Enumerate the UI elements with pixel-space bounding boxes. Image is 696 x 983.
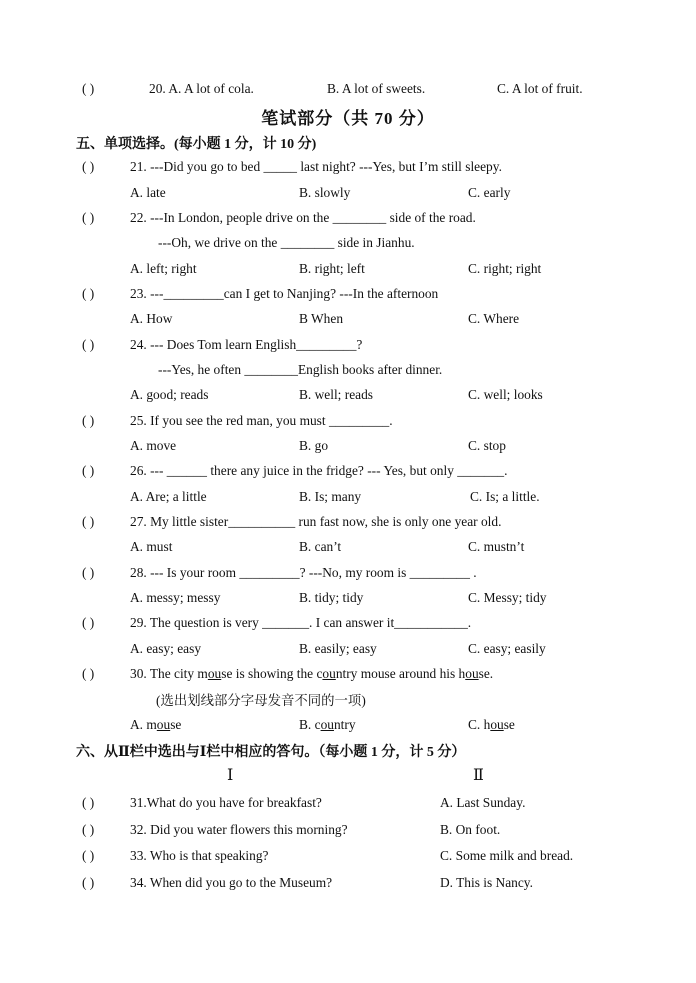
answer-blank: ( ) — [82, 463, 95, 478]
question-28 — [0, 565, 696, 585]
option-a — [130, 717, 181, 733]
text-segment: ntry mouse around his h — [335, 666, 466, 681]
page-title: 笔试部分（共 70 分） — [261, 109, 435, 128]
text-segment: 30. The city m — [130, 666, 208, 681]
option-b: B. go — [299, 438, 329, 453]
option-c: C. right; right — [468, 261, 542, 276]
option-a: A. easy; easy — [130, 641, 202, 656]
answer-option: B. On foot. — [440, 822, 501, 837]
option-c: C. mustn’t — [468, 539, 525, 554]
options-27 — [0, 539, 696, 559]
question-33 — [0, 848, 696, 868]
question-text — [130, 666, 493, 682]
option-c: C. easy; easily — [468, 641, 546, 656]
question-24-line2 — [0, 362, 696, 382]
question-text: 22. ---In London, people drive on the ________ side of the road. — [130, 210, 476, 225]
option-a: A. good; reads — [130, 387, 209, 402]
question-text: 25. If you see the red man, you must _________. — [130, 413, 393, 428]
option-c: C. stop — [468, 438, 506, 453]
question-27 — [0, 514, 696, 534]
answer-blank: ( ) — [82, 822, 95, 837]
answer-blank: ( ) — [82, 565, 95, 580]
section-heading-6: 六、从Ⅱ栏中选出与Ⅰ栏中相应的答句。（每小题 1 分，计 5 分） — [76, 745, 466, 760]
question-text: 20. A. A lot of cola. — [149, 81, 254, 96]
answer-blank: ( ) — [82, 615, 95, 630]
option-c — [468, 717, 515, 733]
option-b: B. can’t — [299, 539, 342, 554]
text-segment: se is showing the c — [221, 666, 323, 681]
answer-blank: ( ) — [82, 795, 95, 810]
underlined-letters: ou — [322, 666, 336, 681]
question-23 — [0, 286, 696, 306]
question-22-line2 — [0, 235, 696, 255]
options-30 — [0, 717, 696, 737]
question-text: 24. --- Does Tom learn English_________? — [130, 337, 363, 352]
option-a: A. must — [130, 539, 173, 554]
options-29 — [0, 641, 696, 661]
underlined-letters: ou — [156, 717, 171, 732]
options-28 — [0, 590, 696, 610]
option-a: A. How — [130, 311, 173, 326]
option-b: B. Is; many — [299, 489, 362, 504]
question-text: 23. ---_________can I get to Nanjing? ---In the afternoon — [130, 286, 439, 301]
underlined-letters: ou — [320, 717, 334, 732]
text-segment: A. m — [130, 717, 157, 732]
question-30-line2 — [0, 690, 696, 710]
text-segment: ntry — [333, 717, 356, 732]
question-text-continued: ---Oh, we drive on the ________ side in Jianhu. — [158, 235, 415, 250]
question-32 — [0, 822, 696, 842]
option-a: A. messy; messy — [130, 590, 221, 605]
text-segment: se — [170, 717, 182, 732]
options-21 — [0, 185, 696, 205]
option-b: B. A lot of sweets. — [327, 81, 426, 96]
question-26 — [0, 463, 696, 483]
answer-blank: ( ) — [82, 286, 95, 301]
question-text: 28. --- Is your room _________? ---No, my room is _________ . — [130, 565, 477, 580]
question-text: 27. My little sister__________ run fast now, she is only one year old. — [130, 514, 502, 529]
text-segment: se — [503, 717, 515, 732]
option-a: A. left; right — [130, 261, 197, 276]
options-24 — [0, 387, 696, 407]
option-b: B. slowly — [299, 185, 351, 200]
question-29 — [0, 615, 696, 635]
option-c: C. well; looks — [468, 387, 543, 402]
answer-blank: ( ) — [82, 413, 95, 428]
option-b — [299, 717, 356, 733]
option-b: B. right; left — [299, 261, 365, 276]
question-instruction: (选出划线部分字母发音不同的一项) — [156, 693, 366, 708]
option-a: A. late — [130, 185, 166, 200]
column-i-heading: Ⅰ — [227, 767, 234, 784]
text-segment: se. — [478, 666, 494, 681]
option-b: B When — [299, 311, 344, 326]
question-text-continued: ---Yes, he often ________English books after dinner. — [158, 362, 443, 377]
answer-blank: ( ) — [82, 848, 95, 863]
question-text: 34. When did you go to the Museum? — [130, 875, 333, 890]
option-c: C. early — [468, 185, 511, 200]
question-text: 32. Did you water flowers this morning? — [130, 822, 348, 837]
question-text: 31.What do you have for breakfast? — [130, 795, 322, 810]
underlined-letters: ou — [207, 666, 222, 681]
answer-blank: ( ) — [82, 159, 95, 174]
question-text: 21. ---Did you go to bed _____ last night? ---Yes, but I’m still sleepy. — [130, 159, 502, 174]
option-b: B. easily; easy — [299, 641, 377, 656]
option-c: C. Messy; tidy — [468, 590, 547, 605]
answer-blank: ( ) — [82, 666, 95, 681]
answer-blank: ( ) — [82, 514, 95, 529]
answer-blank: ( ) — [82, 875, 95, 890]
question-30 — [0, 666, 696, 686]
question-text: 33. Who is that speaking? — [130, 848, 269, 863]
question-21 — [0, 159, 696, 179]
answer-blank: ( ) — [82, 81, 95, 96]
question-text: 29. The question is very _______. I can answer it___________. — [130, 615, 472, 630]
answer-blank: ( ) — [82, 337, 95, 352]
question-25 — [0, 413, 696, 433]
option-c: C. A lot of fruit. — [497, 81, 583, 96]
question-34 — [0, 875, 696, 895]
question-24 — [0, 337, 696, 357]
options-23 — [0, 311, 696, 331]
question-31 — [0, 795, 696, 815]
option-c: C. Where — [468, 311, 520, 326]
answer-option: C. Some milk and bread. — [440, 848, 574, 863]
answer-option: D. This is Nancy. — [440, 875, 533, 890]
question-22 — [0, 210, 696, 230]
answer-blank: ( ) — [82, 210, 95, 225]
options-25 — [0, 438, 696, 458]
option-b: B. well; reads — [299, 387, 374, 402]
options-22 — [0, 261, 696, 281]
underlined-letters: ou — [490, 717, 504, 732]
section-heading-5: 五、单项选择。(每小题 1 分，计 10 分) — [76, 137, 317, 152]
text-segment: B. c — [299, 717, 321, 732]
answer-option: A. Last Sunday. — [440, 795, 526, 810]
option-a: A. move — [130, 438, 177, 453]
question-text: 26. --- ______ there any juice in the fridge? --- Yes, but only _______. — [130, 463, 508, 478]
options-26 — [0, 489, 696, 509]
option-a: A. Are; a little — [130, 489, 207, 504]
underlined-letters: ou — [465, 666, 479, 681]
question-20 — [0, 81, 696, 101]
column-ii-heading: Ⅱ — [473, 767, 484, 784]
option-c: C. Is; a little. — [470, 489, 540, 504]
text-segment: C. h — [468, 717, 491, 732]
option-b: B. tidy; tidy — [299, 590, 364, 605]
